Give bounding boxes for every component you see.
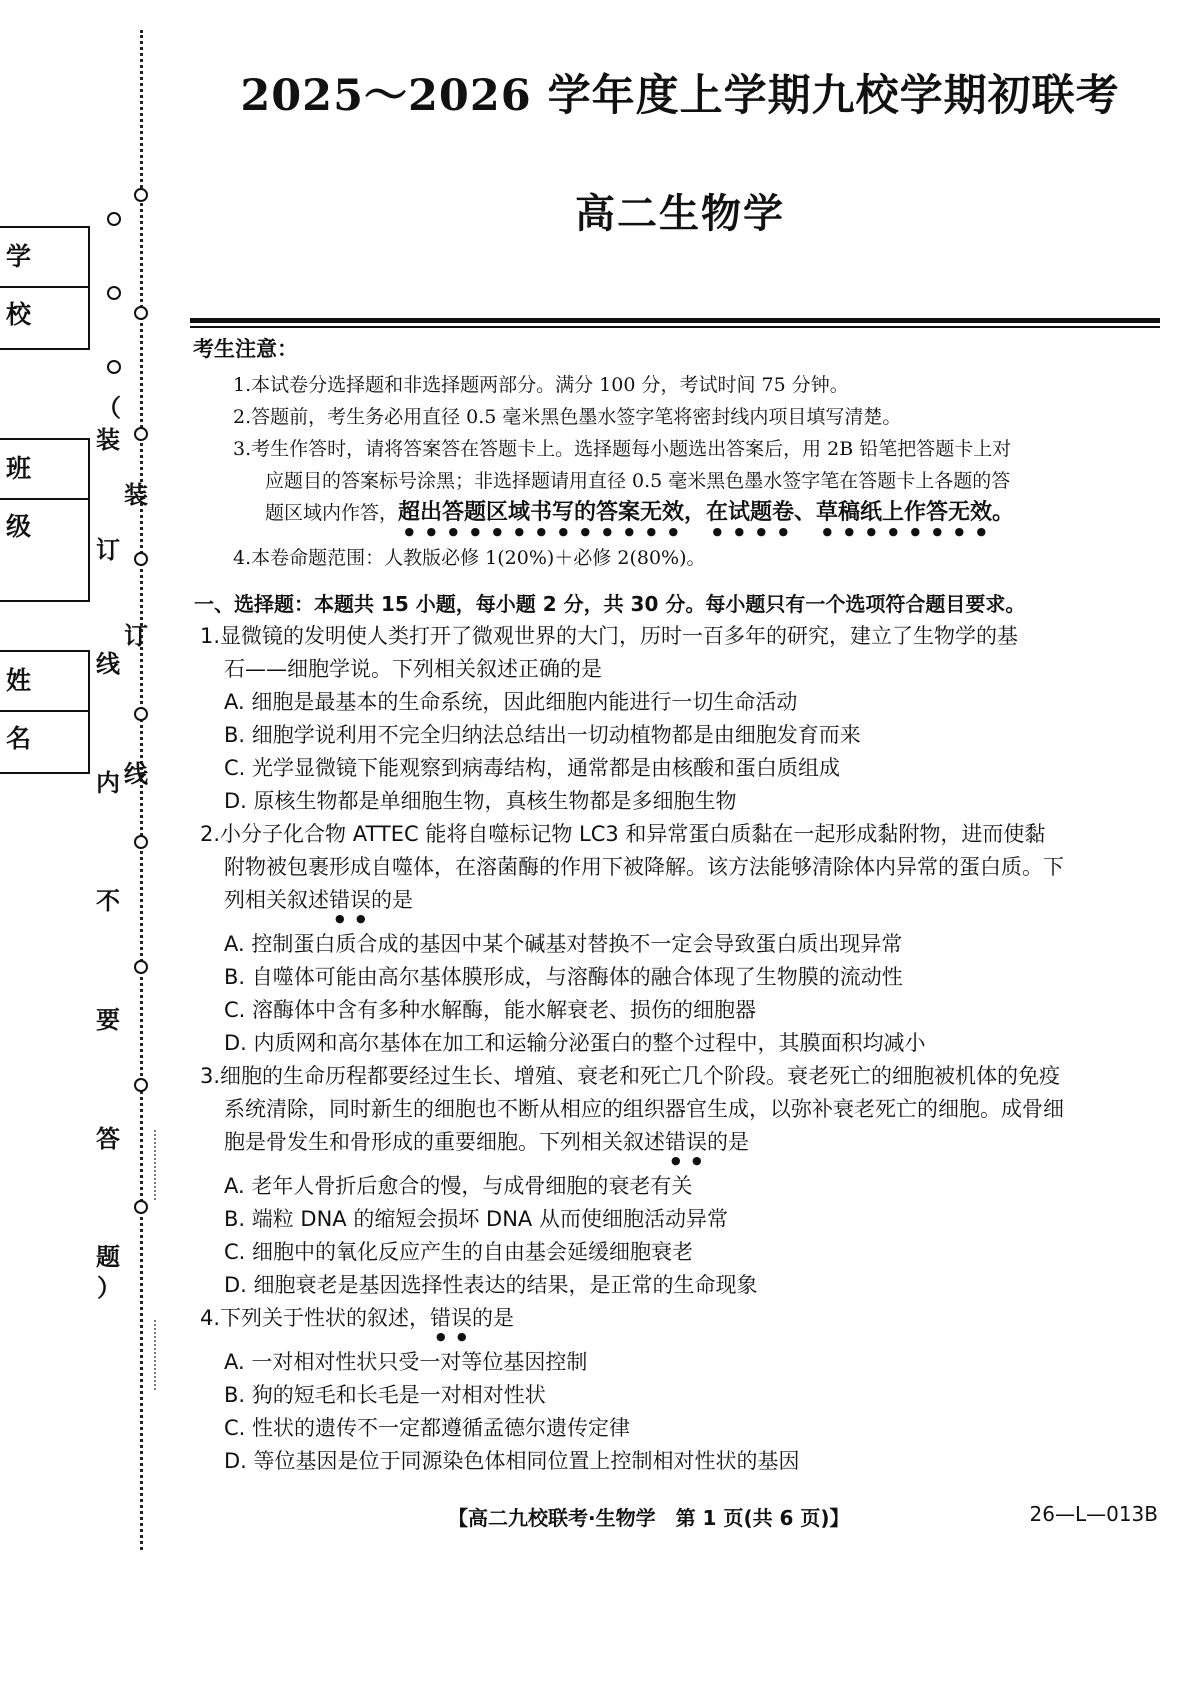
class-field[interactable]	[0, 438, 90, 602]
question-1	[200, 620, 1168, 818]
option-d[interactable]: D. 原核生物都是单细胞生物，真核生物都是多细胞生物	[224, 789, 737, 813]
option-a[interactable]: A. 老年人骨折后愈合的慢，与成骨细胞的衰老有关	[224, 1174, 693, 1198]
binding-ring-icon	[134, 960, 148, 974]
option-c[interactable]: C. 性状的遗传不一定都遵循孟德尔遗传定律	[224, 1416, 631, 1440]
question-stem	[200, 1126, 1168, 1167]
question-stem: 附物被包裹形成自噬体，在溶菌酶的作用下被降解。该方法能够清除体内异常的蛋白质。下	[224, 855, 1064, 879]
page-footer	[190, 1502, 1168, 1532]
binding-ring-icon	[134, 552, 148, 566]
header-rule	[190, 318, 1160, 323]
binding-ring-icon	[134, 188, 148, 202]
option-b[interactable]: B. 自噬体可能由高尔基体膜形成，与溶酶体的融合体现了生物膜的流动性	[224, 965, 903, 989]
binding-dotted-line	[140, 30, 143, 1550]
question-stem: 3.细胞的生命历程都要经过生长、增殖、衰老和死亡几个阶段。衰老死亡的细胞被机体的免疫	[200, 1064, 1061, 1088]
question-stem: 2.小分子化合物 ATTEC 能将自噬标记物 LC3 和异常蛋白质黏在一起形成黏附物，进而使黏	[200, 822, 1046, 846]
binding-ring-icon	[134, 1200, 148, 1214]
binding-mark: 线	[124, 759, 148, 788]
subject-title: 高二生物学	[575, 191, 785, 237]
question-stem	[200, 884, 1168, 925]
question-stem: 1.显微镜的发明使人类打开了微观世界的大门，历时一百多年的研究，建立了生物学的基	[200, 624, 1019, 648]
school-field[interactable]	[0, 226, 90, 350]
notice-text: 题区域内作答，	[265, 502, 399, 524]
stem-text: 列相关叙述	[224, 888, 329, 912]
question-stem: 石——细胞学说。下列相关叙述正确的是	[224, 657, 602, 681]
stem-text: 的是	[707, 1130, 749, 1154]
binding-mark: 订	[96, 535, 120, 564]
question-area	[194, 588, 1168, 1478]
binding-ring-icon	[134, 707, 148, 721]
option-a[interactable]: A. 一对相对性状只受一对等位基因控制	[224, 1350, 588, 1374]
stem-text: 的是	[472, 1306, 515, 1330]
binding-mark: 装	[124, 480, 148, 509]
footer-page-info: 【高二九校联考·生物学 第 1 页(共 6 页)】	[448, 1506, 850, 1530]
option-b[interactable]: B. 端粒 DNA 的缩短会损坏 DNA 从而使细胞活动异常	[224, 1207, 728, 1231]
stem-emphasis: 错误	[329, 888, 371, 912]
notice-item: 1.本试卷分选择题和非选择题两部分。满分 100 分，考试时间 75 分钟。	[233, 374, 849, 396]
footer-exam-code: 26—L—013B	[1029, 1502, 1158, 1526]
binding-ring-icon	[134, 427, 148, 441]
notice-item: 3.考生作答时，请将答案答在答题卡上。选择题每小题选出答案后，用 2B 铅笔把答题卡上对	[233, 438, 1012, 460]
option-d[interactable]: D. 细胞衰老是基因选择性表达的结果，是正常的生命现象	[224, 1273, 758, 1297]
option-b[interactable]: B. 细胞学说利用不完全归纳法总结出一切动植物都是由细胞发育而来	[224, 723, 861, 747]
option-a[interactable]: A. 细胞是最基本的生命系统，因此细胞内能进行一切生命活动	[224, 690, 798, 714]
binding-mark: 不	[96, 886, 120, 915]
question-3	[200, 1060, 1168, 1302]
binding-ring-icon	[107, 360, 121, 374]
question-stem	[200, 1302, 1168, 1343]
notice-emphasis: 超出答题区域书写的答案无效，在试题卷、草稿纸上作答无效。	[398, 500, 1015, 525]
notice-item: 应题目的答案标号涂黑；非选择题请用直径 0.5 毫米黑色墨水签字笔在答题卡上各题的答	[265, 470, 1011, 492]
class-field-label: 班 级	[0, 440, 88, 500]
option-c[interactable]: C. 光学显微镜下能观察到病毒结构，通常都是由核酸和蛋白质组成	[224, 756, 841, 780]
option-a[interactable]: A. 控制蛋白质合成的基因中某个碱基对替换不一定会导致蛋白质出现异常	[224, 932, 903, 956]
name-field-label: 姓 名	[0, 652, 88, 712]
binding-ring-icon	[134, 835, 148, 849]
binding-ring-icon	[107, 286, 121, 300]
stem-text: 的是	[371, 888, 413, 912]
binding-mark: 装	[96, 425, 120, 454]
stem-text: 胞是骨发生和骨形成的重要细胞。下列相关叙述	[224, 1130, 665, 1154]
exam-title: 2025～2026 学年度上学期九校学期初联考	[240, 71, 1120, 121]
binding-dots	[154, 1130, 156, 1200]
binding-mark: 答	[96, 1124, 120, 1153]
notice-block	[193, 333, 1168, 574]
binding-mark: 内	[96, 768, 120, 797]
binding-ring-icon	[107, 212, 121, 226]
header-rule	[190, 326, 1160, 328]
binding-ring-icon	[134, 306, 148, 320]
binding-mark: 订	[124, 621, 148, 650]
question-2	[200, 818, 1168, 1060]
option-c[interactable]: C. 细胞中的氧化反应产生的自由基会延缓细胞衰老	[224, 1240, 694, 1264]
question-stem: 系统清除，同时新生的细胞也不断从相应的组织器官生成，以弥补衰老死亡的细胞。成骨细	[224, 1097, 1064, 1121]
option-b[interactable]: B. 狗的短毛和长毛是一对相对性状	[224, 1383, 546, 1407]
option-d[interactable]: D. 等位基因是位于同源染色体相同位置上控制相对性状的基因	[224, 1449, 800, 1473]
notice-item: 4.本卷命题范围：人教版必修 1(20%)＋必修 2(80%)。	[233, 547, 706, 569]
school-field-label: 学 校	[0, 228, 88, 288]
binding-dots	[154, 1320, 156, 1390]
option-c[interactable]: C. 溶酶体中含有多种水解酶，能水解衰老、损伤的细胞器	[224, 998, 757, 1022]
binding-ring-icon	[134, 1078, 148, 1092]
notice-item: 2.答题前，考生务必用直径 0.5 毫米黑色墨水签字笔将密封线内项目填写清楚。	[233, 406, 902, 428]
stem-text: 4.下列关于性状的叙述，	[200, 1306, 431, 1330]
section-heading: 一、选择题：本题共 15 小题，每小题 2 分，共 30 分。每小题只有一个选项符合题目要求。	[194, 592, 1026, 616]
binding-mark: ）	[97, 1273, 121, 1302]
notice-heading: 考生注意：	[193, 337, 298, 361]
stem-emphasis: 错误	[665, 1130, 707, 1154]
binding-mark: （	[97, 393, 121, 422]
notice-item	[193, 497, 1168, 538]
binding-mark: 要	[96, 1005, 120, 1034]
binding-mark: 线	[96, 649, 120, 678]
question-4	[200, 1302, 1168, 1478]
stem-emphasis: 错误	[430, 1306, 473, 1330]
option-d[interactable]: D. 内质网和高尔基体在加工和运输分泌蛋白的整个过程中，其膜面积均减小	[224, 1031, 926, 1055]
binding-mark: 题	[96, 1242, 120, 1271]
name-field[interactable]	[0, 650, 90, 774]
